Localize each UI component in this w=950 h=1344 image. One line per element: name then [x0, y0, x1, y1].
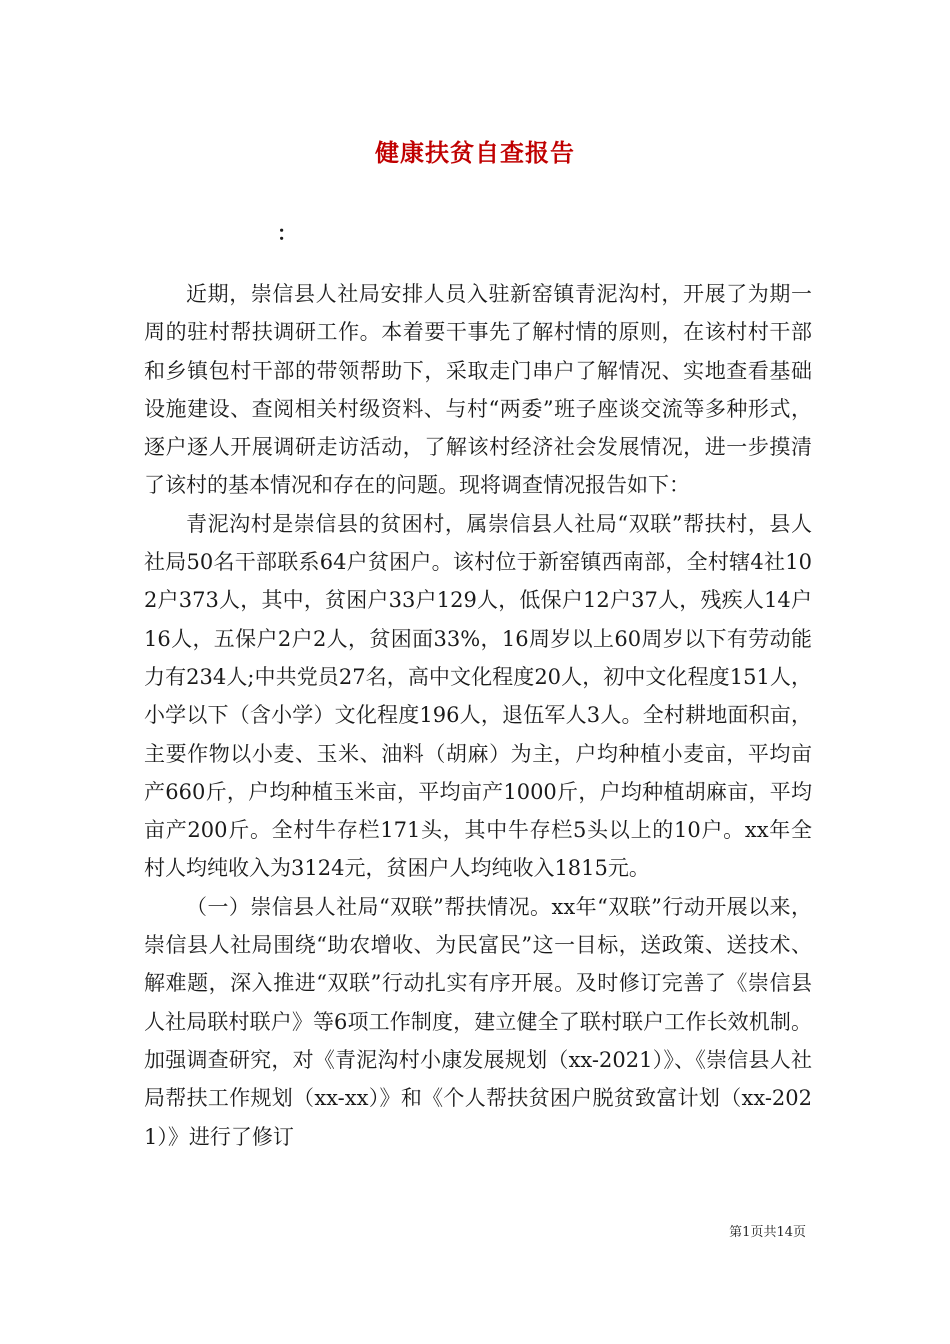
paragraph-assistance-section-1: （一）崇信县人社局“双联”帮扶情况。xx年“双联”行动开展以来，崇信县人社局围绕“助农增收、为民富民”这一目标，送政策、送技术、解难题，深入推进“双联”行动扎实有序开展。及时修订完善了《崇信县人社局联村联户》等6项工作制度，建立健全了联村联户工作长效机制。加强调查研究，对《青泥沟村小康发展规划（xx-2021）》、《崇信县人社局帮扶工作规划（xx-xx）》和《个人帮扶贫困户脱贫致富计划（xx-2021）》进行了修订: [144, 894, 812, 1149]
addressee-colon: ：: [277, 221, 297, 245]
document-body: [144, 275, 812, 1156]
document-title: 健康扶贫自查报告: [375, 138, 575, 167]
page-number-footer: 第1页共14页: [729, 1225, 806, 1240]
paragraph-village-overview: 青泥沟村是崇信县的贫困村，属崇信县人社局“双联”帮扶村，县人社局50名干部联系64户贫困户。该村位于新窑镇西南部，全村辖4社102户373人，其中，贫困户33户129人，低保户12户37人，残疾人14户16人，五保户2户2人，贫困面33%，16周岁以上60周岁以下有劳动能力有234人;中共党员27名，高中文化程度20人，初中文化程度151人，小学以下（含小学）文化程度196人，退伍军人3人。全村耕地面积亩，主要作物以小麦、玉米、油料（胡麻）为主，户均种植小麦亩，平均亩产660斤，户均种植玉米亩，平均亩产1000斤，户均种植胡麻亩，平均亩产200斤。全村牛存栏171头，其中牛存栏5头以上的10户。xx年全村人均纯收入为3124元，贫困户人均纯收入1815元。: [144, 511, 812, 881]
paragraph-intro: 近期，崇信县人社局安排人员入驻新窑镇青泥沟村，开展了为期一周的驻村帮扶调研工作。本着要干事先了解村情的原则，在该村村干部和乡镇包村干部的带领帮助下，采取走门串户了解情况、实地查看基础设施建设、查阅相关村级资料、与村“两委”班子座谈交流等多种形式，逐户逐人开展调研走访活动，了解该村经济社会发展情况，进一步摸清了该村的基本情况和存在的问题。现将调查情况报告如下：: [144, 282, 812, 498]
